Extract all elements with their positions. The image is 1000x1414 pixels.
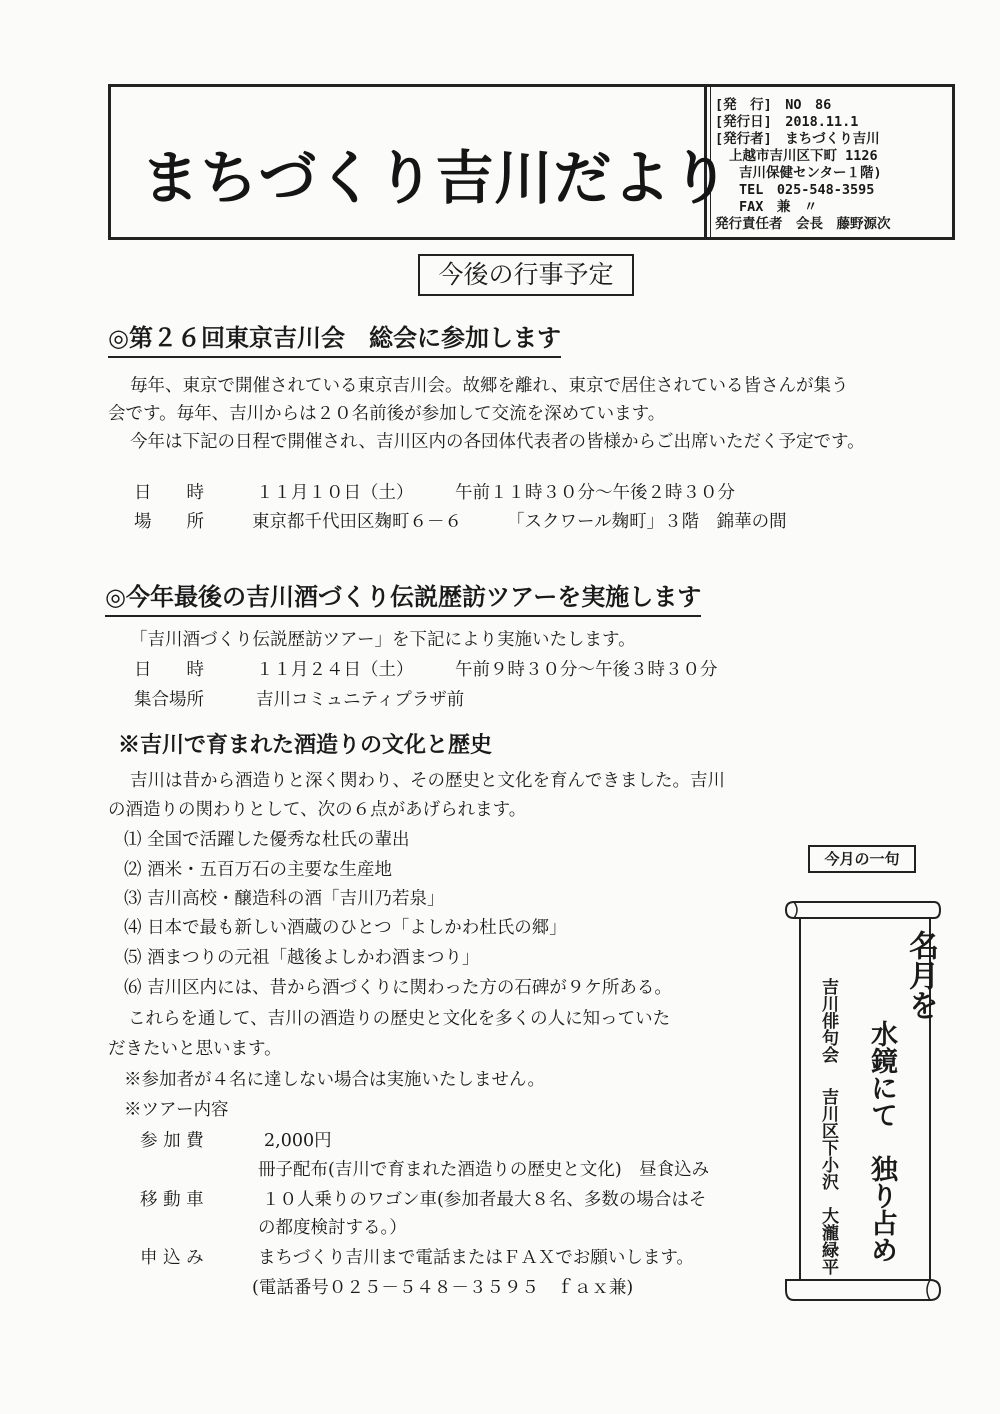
haiku-label: 今月の一句 [808,845,916,873]
haiku-line1: 名月を [903,930,938,1020]
haiku-group: 吉川俳句会 [818,978,838,1063]
list-item: ⑴ 全国で活躍した優秀な杜氏の輩出 [124,830,410,850]
event1-time: 午前１１時３０分～午後２時３０分 [455,483,735,503]
issue-date: [発行日] 2018.11.1 [715,114,859,130]
event1-para1-line2: 会です。毎年、吉川からは２０名前後が参加して交流を深めています。 [108,404,666,424]
responsible-person: 発行責任者 会長 藤野源次 [715,216,891,232]
apply-label: 申 込 み [140,1248,204,1268]
list-item: ⑷ 日本で最も新しい酒蔵のひとつ「よしかわ杜氏の郷」 [124,918,567,938]
vehicle-label: 移 動 車 [140,1190,204,1210]
fee-label: 参 加 費 [140,1131,204,1151]
event2-date: １１月２４日（土） [256,660,414,680]
event1-heading: ◎第２６回東京吉川会 総会に参加します [108,318,561,358]
issue-number: [発 行] NO 86 [715,97,832,113]
fee-value: 2,000円 [264,1131,332,1151]
event2-heading: ◎今年最後の吉川酒づくり伝説歴訪ツアーを実施します [105,577,701,617]
fee-note: 冊子配布(吉川で育まれた酒造りの歴史と文化) 昼食込み [258,1160,710,1180]
event1-date: １１月１０日（土） [256,483,414,503]
list-item: ⑶ 吉川高校・醸造科の酒「吉川乃若泉」 [124,889,445,909]
apply-phone: (電話番号０２５－５４８－３５９５ ｆａｘ兼) [252,1278,634,1298]
haiku-line2: 水鏡にて 独り占め [866,1020,897,1263]
publisher-address-building: 吉川保健センター１階) [739,165,882,181]
event2-meet-label: 集合場所 [134,690,204,710]
event2-meet-place: 吉川コミュニティプラザ前 [256,690,465,710]
publisher-address: 上越市吉川区下町 1126 [729,148,878,164]
culture-line1: 吉川は昔から酒造りと深く関わり、その歴史と文化を育んできました。吉川 [130,771,725,791]
event1-para1-line1: 毎年、東京で開催されている東京吉川会。故郷を離れ、東京で居住されている皆さんが集う [130,376,849,396]
event1-place-label: 場 所 [134,512,204,532]
masthead [108,84,955,240]
publisher-tel: TEL 025-548-3595 [739,182,875,198]
list-item: ⑸ 酒まつりの元祖「越後よしかわ酒まつり」 [124,948,480,968]
min-participants-note: ※参加者が４名に達しない場合は実施いたしません。 [124,1070,546,1090]
event2-time: 午前９時３０分～午後３時３０分 [455,660,718,680]
closing-line1: これらを通して、吉川の酒造りの歴史と文化を多くの人に知っていた [128,1009,671,1029]
event2-intro: 「吉川酒づくり伝説歴訪ツアー」を下記により実施いたします。 [130,630,636,650]
haiku-author: 吉川区下小沢 大瀧緑平 [818,1088,838,1275]
event1-place-address: 東京都千代田区麹町６－６ [252,512,462,532]
list-item: ⑹ 吉川区内には、昔から酒づくりに関わった方の石碑が９ケ所ある。 [124,978,672,998]
section-title: 今後の行事予定 [418,254,634,296]
publisher: [発行者] まちづくり吉川 [715,131,880,147]
closing-line2: だきたいと思います。 [108,1039,282,1059]
list-item: ⑵ 酒米・五百万石の主要な生産地 [124,860,393,880]
event1-para2: 今年は下記の日程で開催され、吉川区内の各団体代表者の皆様からご出席いただく予定です。 [130,432,865,452]
tour-heading: ※ツアー内容 [124,1100,229,1120]
event1-datetime-label: 日 時 [134,483,204,503]
culture-line2: の酒造りの関わりとして、次の６点があげられます。 [108,800,527,820]
haiku-scroll [780,888,948,1308]
event1-place-venue: 「スクワール麹町」３階 錦華の間 [507,512,787,532]
publication-info [715,97,955,233]
vehicle-line1: １０人乗りのワゴン車(参加者最大８名、多数の場合はそ [262,1190,707,1210]
newsletter-title: まちづくり吉川だより [141,144,731,212]
event2-datetime-label: 日 時 [134,660,204,680]
apply-value: まちづくり吉川まで電話またはＦＡＸでお願いします。 [258,1248,694,1268]
publisher-fax: FAX 兼 〃 [739,199,818,215]
culture-heading: ※吉川で育まれた酒造りの文化と歴史 [118,732,493,758]
vehicle-line2: の都度検討する。） [258,1218,407,1238]
